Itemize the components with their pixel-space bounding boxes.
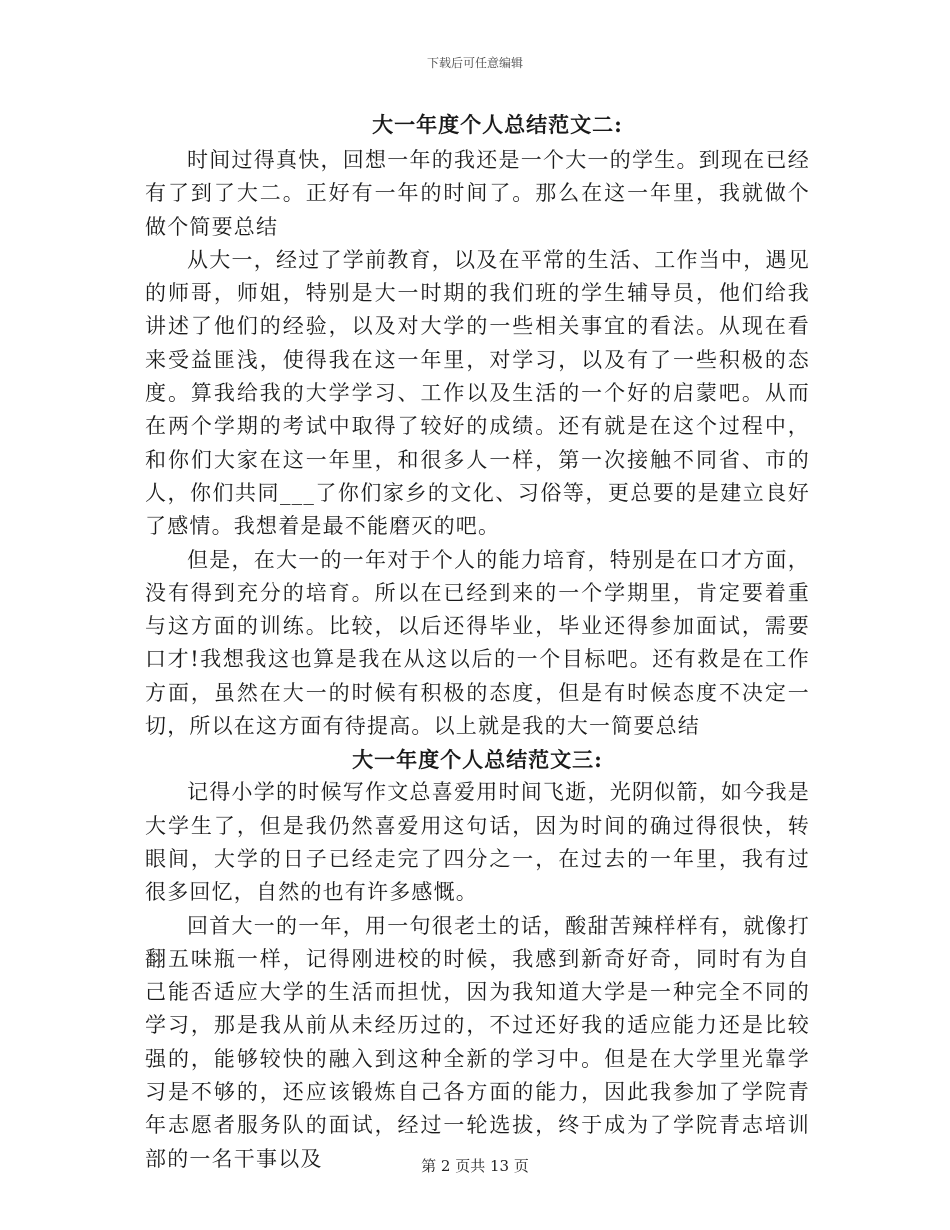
paragraph: 但是，在大一的一年对于个人的能力培育，特别是在口才方面，没有得到充分的培育。所以在已经到来的一个学期里，肯定要着重与这方面的训练。比较，以后还得毕业，毕业还得参加面试，需要口才!我想我这也算是我在从这以后的一个目标吧。还有救是在工作方面，虽然在大一的时候有积极的态度，但是有时候态度不决定一切，所以在这方面有待提高。以上就是我的大一简要总结 [145, 547, 810, 739]
paragraph: 从大一，经过了学前教育，以及在平常的生活、工作当中，遇见的师哥，师姐，特别是大一时期的我们班的学生辅导员，他们给我讲述了他们的经验，以及对大学的一些相关事宜的看法。从现在看来受益匪浅，使得我在这一年里，对学习，以及有了一些积极的态度。算我给我的大学学习、工作以及生活的一个好的启蒙吧。从而在两个学期的考试中取得了较好的成绩。还有就是在这个过程中，和你们大家在这一年里，和很多人一样，第一次接触不同省、市的人，你们共同___了你们家乡的文化、习俗等，更总要的是建立良好了感情。我想着是最不能磨灭的吧。 [145, 247, 810, 539]
page-footer: 第 2 页共 13 页 [421, 1157, 529, 1175]
document-body [145, 108, 810, 1176]
paragraph: 回首大一的一年，用一句很老土的话，酸甜苦辣样样有，就像打翻五味瓶一样，记得刚进校的时候，我感到新奇好奇，同时有为自己能否适应大学的生活而担忧，因为我知道大学是一种完全不同的学习，那是我从前从未经历过的，不过还好我的适应能力还是比较强的，能够较快的融入到这种全新的学习中。但是在大学里光靠学习是不够的，还应该锻炼自己各方面的能力，因此我参加了学院青年志愿者服务队的面试，经过一轮选拔，终于成为了学院青志培训部的一名干事以及 [145, 913, 810, 1171]
page-header-note: 下载后可任意编辑 [426, 56, 523, 70]
paragraph: 记得小学的时候写作文总喜爱用时间飞逝，光阴似箭，如今我是大学生了，但是我仍然喜爱用这句话，因为时间的确过得很快，转眼间，大学的日子已经走完了四分之一，在过去的一年里，我有过很多回忆，自然的也有许多感慨。 [145, 780, 810, 905]
section-heading: 大一年度个人总结范文三: [352, 747, 603, 773]
section-heading: 大一年度个人总结范文二: [372, 112, 623, 137]
paragraph: 时间过得真快，回想一年的我还是一个大一的学生。到现在已经有了到了大二。正好有一年的时间了。那么在这一年里，我就做个做个简要总结 [145, 148, 810, 239]
